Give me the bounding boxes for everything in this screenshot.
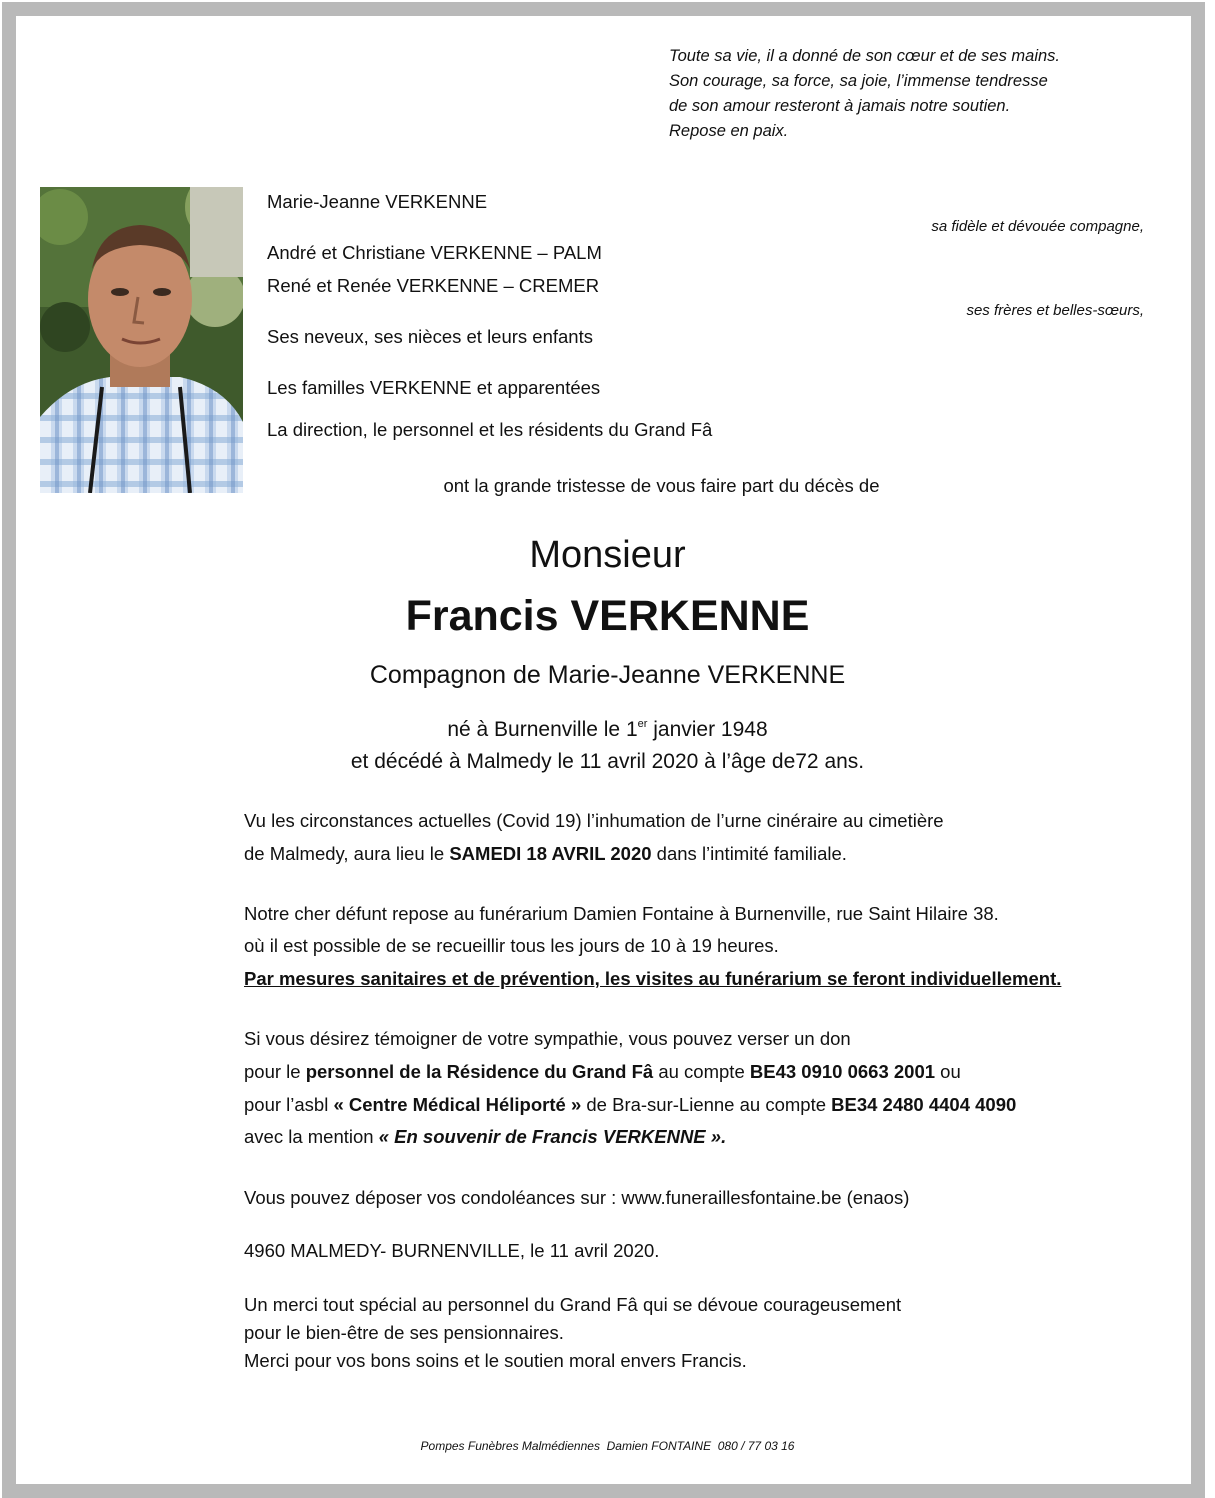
portrait-photo [40, 187, 243, 493]
donation-line: pour le personnel de la Résidence du Grand Fâ au compte BE43 0910 0663 2001 ou [244, 1061, 961, 1082]
donation-line: pour l’asbl « Centre Médical Héliporté » de Bra-sur-Lienne au compte BE34 2480 4404 4090 [244, 1094, 1017, 1115]
donation-line: avec la mention « En souvenir de Francis VERKENNE ». [244, 1126, 727, 1147]
burial-line: Vu les circonstances actuelles (Covid 19) l’inhumation de l’urne cinéraire au cimetière [244, 810, 944, 831]
poem-line: Son courage, sa force, sa joie, l’immense tendresse [669, 72, 1048, 90]
family-sibling: André et Christiane VERKENNE – PALM [267, 242, 602, 263]
deceased-title: Monsieur [529, 534, 686, 576]
condolences-line: Vous pouvez déposer vos condoléances sur : www.funeraillesfontaine.be (enaos) [244, 1187, 910, 1208]
account-number: BE34 2480 4404 4090 [831, 1094, 1017, 1115]
thanks-line: Merci pour vos bons soins et le soutien moral envers Francis. [244, 1350, 747, 1371]
poem-line: Repose en paix. [669, 122, 789, 140]
burial-date: SAMEDI 18 AVRIL 2020 [449, 843, 652, 864]
announcement: ont la grande tristesse de vous faire part du décès de [443, 475, 880, 496]
family-nephews: Ses neveux, ses nièces et leurs enfants [267, 326, 593, 347]
birth-info: né à Burnenville le 1er janvier 1948 [447, 718, 768, 741]
thanks-line: pour le bien-être de ses pensionnaires. [244, 1322, 564, 1343]
poem-line: de son amour resteront à jamais notre soutien. [669, 97, 1011, 115]
visit-notice: Par mesures sanitaires et de prévention, les visites au funérarium se feront individuellement. [244, 968, 1062, 989]
family-sibling: René et Renée VERKENNE – CREMER [267, 275, 600, 296]
family-residence: La direction, le personnel et les résidents du Grand Fâ [267, 419, 713, 440]
place-date: 4960 MALMEDY- BURNENVILLE, le 11 avril 2020. [244, 1240, 660, 1261]
footer: Pompes Funèbres Malmédiennes Damien FONTAINE 080 / 77 03 16 [420, 1439, 795, 1453]
death-info: et décédé à Malmedy le 11 avril 2020 à l’âge de72 ans. [350, 750, 865, 773]
family-partner: Marie-Jeanne VERKENNE [267, 191, 488, 212]
deceased-relation: Compagnon de Marie-Jeanne VERKENNE [369, 661, 846, 689]
visit-line: Notre cher défunt repose au funérarium Damien Fontaine à Burnenville, rue Saint Hilaire 38. [244, 903, 999, 924]
visit-line: où il est possible de se recueillir tous les jours de 10 à 19 heures. [244, 935, 779, 956]
account-number: BE43 0910 0663 2001 [749, 1061, 936, 1082]
poem-line: Toute sa vie, il a donné de son cœur et de ses mains. [669, 47, 1061, 65]
burial-line: de Malmedy, aura lieu le SAMEDI 18 AVRIL 2020 dans l’intimité familiale. [244, 843, 847, 864]
partner-role: sa fidèle et dévouée compagne, [931, 218, 1144, 235]
donation-line: Si vous désirez témoigner de votre sympathie, vous pouvez verser un don [244, 1028, 851, 1049]
family-families: Les familles VERKENNE et apparentées [267, 377, 601, 398]
thanks-line: Un merci tout spécial au personnel du Grand Fâ qui se dévoue courageusement [244, 1294, 902, 1315]
siblings-role: ses frères et belles-sœurs, [966, 302, 1144, 319]
deceased-name: Francis VERKENNE [405, 592, 810, 640]
poem [669, 44, 1139, 144]
